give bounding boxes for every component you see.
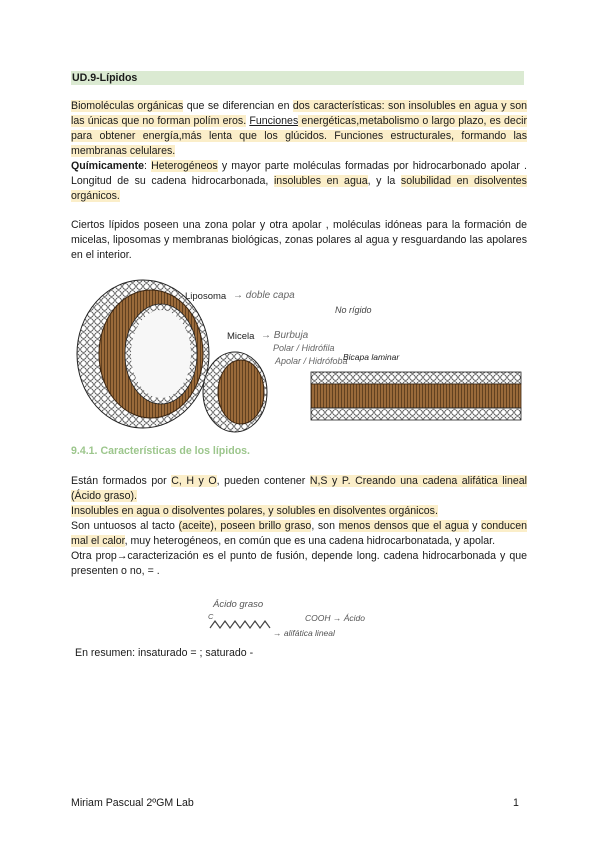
s3-c5: y: [468, 520, 482, 532]
zigzag-chain-icon: [210, 621, 270, 628]
micela-label: Micela: [227, 331, 255, 342]
intro-highlight: dos características: son insolubles en agua y son las únicas que no forman polím eros.: [71, 100, 527, 127]
lipid-structures-figure: [73, 276, 523, 436]
polar-note: Polar / Hidrófila: [273, 343, 335, 353]
footer-author: Miriam Pascual 2ºGM Lab: [71, 797, 194, 809]
bicapa-label: Bicapa laminar: [343, 352, 400, 362]
characteristics-section: [71, 474, 527, 579]
s3-a3: , pueden contener: [216, 475, 310, 487]
s3-fusion: Otra prop→caracterización es el punto de fusión, depende long. cadena hidrocarbonada y que presenten o no, = .: [71, 550, 527, 577]
summary-line: En resumen: insaturado = ; saturado -: [75, 647, 254, 659]
footer-page-number: 1: [513, 797, 519, 809]
fatty-acid-sketch: [205, 596, 400, 642]
s3-elements: C, H y O: [171, 475, 217, 487]
micela-note: → Burbuja: [261, 330, 309, 341]
quimicamente-label: Químicamente: [71, 160, 145, 172]
s3-brillo: (aceite), poseen brillo graso: [178, 520, 312, 532]
intro-text: que se diferencian en: [183, 100, 293, 112]
intro-term: Biomoléculas orgánicas: [71, 100, 184, 112]
solubilidad-highlight: solubilidad en disolventes orgánicos.: [71, 175, 527, 202]
no-rigido-note: No rígido: [335, 305, 372, 315]
s3-c1: Son untuosos al tacto: [71, 520, 179, 532]
s3-calor: conducen mal el calor: [71, 520, 528, 547]
funciones-text: energéticas,metabolismo o largo plazo, es decir para obtener energía,más lenta que los glúcidos. Funciones estructurales, formando las membranas celulares.: [71, 115, 527, 157]
s3-insolubles: Insolubles en agua o disolventes polares, y solubles en disolventes orgánicos.: [71, 505, 438, 517]
q-colon: :: [144, 160, 152, 172]
q-text: y mayor parte moléculas formadas por hidrocarbonado apolar . Longitud de su cadena hidrocarbonada,: [71, 160, 528, 187]
alifatica-note: → alifática lineal: [273, 628, 335, 638]
polar-paragraph: [71, 218, 527, 263]
insolubles-highlight: insolubles en agua: [273, 175, 368, 187]
s3-chain: N,S y P. Creando una cadena alifática lineal (Ácido graso).: [71, 475, 527, 502]
s3-a1: Están formados por: [71, 475, 172, 487]
micelle-drawing: [203, 352, 267, 432]
section-heading: 9.4.1. Características de los lípidos.: [71, 445, 250, 457]
bilayer-drawing: [311, 372, 521, 420]
liposome-drawing: [77, 280, 209, 428]
intro-paragraph: [71, 99, 527, 204]
liposoma-label: Liposoma: [185, 291, 227, 302]
s3-c7: , muy heterogéneos, en común que es una cadena hidrocarbonatada, y apolar.: [124, 535, 496, 547]
liposoma-note: → doble capa: [233, 290, 295, 301]
heterogeneos: Heterogéneos: [151, 160, 218, 172]
acido-graso-note: Ácido graso: [213, 599, 264, 610]
s3-c3: , son: [311, 520, 339, 532]
cooh-note: COOH → Ácido: [305, 613, 365, 623]
page-title: UD.9-Lípidos: [71, 71, 524, 85]
s3-densos: menos densos que el agua: [338, 520, 469, 532]
q-join: , y la: [367, 175, 401, 187]
apolar-note: Apolar / Hidrófoba: [275, 356, 348, 366]
carbon-note: C: [208, 612, 214, 621]
polar-text: Ciertos lípidos poseen una zona polar y otra apolar , moléculas idóneas para la formación de micelas, liposomas y membranas biológicas, zonas polares al agua y resguardando las apolares en el interior.: [71, 219, 527, 261]
funciones-link: Funciones: [249, 115, 299, 127]
